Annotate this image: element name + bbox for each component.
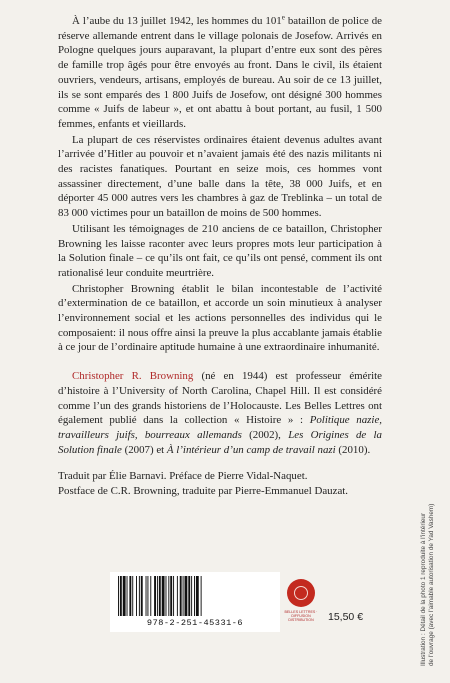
publisher-logo-icon xyxy=(287,579,315,607)
credit-line: Traduit par Élie Barnavi. Préface de Pierre Vidal-Naquet. xyxy=(58,470,308,483)
illustration-credit xyxy=(420,436,434,666)
barcode-icon xyxy=(116,576,274,616)
ordinal-superscript: e xyxy=(281,13,285,22)
caption-line: Illustration : Détail de la photo 1 reproduite à l’intérieur xyxy=(420,512,427,666)
book-title: Politique nazie, travailleurs juifs, bourreaux allemands xyxy=(58,414,383,441)
author-bio: Christopher R. Browning (né en 1944) est professeur émérite d’histoire à l’University of North Carolina, Chapel Hill. Il est considéré comme l’un des grands historiens de l’Holocauste. Les Belles Lettres ont également publié dans la collection « Histoire » : Politique nazie, travailleurs juifs, bourreaux allemands (2002), Les Origines de la Solution finale (2007) et À l’intérieur d’un camp de travail nazi (2010). xyxy=(58,370,383,456)
book-title: À l’intérieur d’un camp de travail nazi xyxy=(166,443,336,456)
blurb-paragraph-1: À l’aube du 13 juillet 1942, les hommes du 101e bataillon de police de réserve allemande entrent dans le village polonais de Josefow. Arrivés en Pologne quelques jours auparavant, la plupart d’entre eux sont des pères de famille trop âgés pour être envoyés au front. Dans le civil, ils étaient ouvriers, vendeurs, artisans, employés de bureau. Au soir de ce 13 juillet, ils se sont emparés des 1 800 Juifs de Josefow, ont désigné 300 hommes comme « Juifs de labeur », et ont abattu à bout portant, au fusil, 1 500 femmes, enfants et vieillards. xyxy=(58,13,382,130)
isbn-number: 978-2-251-45331-6 xyxy=(146,618,244,628)
credit-line: Postface de C.R. Browning, traduite par Pierre-Emmanuel Dauzat. xyxy=(58,485,349,498)
blurb-text xyxy=(58,14,382,499)
barcode-box xyxy=(110,572,280,632)
blurb-paragraph-3: Utilisant les témoignages de 210 anciens de ce bataillon, Christopher Browning les laisse raconter avec leurs propres mots leur participation à la Solution finale – ce qu’ils ont fait, ce qu’ils ont pensé, comment ils ont rationalisé leur conduite meurtrière. xyxy=(58,222,382,279)
price-label: 15,50 € xyxy=(328,611,364,623)
author-name: Christopher R. Browning xyxy=(72,370,194,383)
publisher-logo-caption: BELLES LETTRES · DIFFUSION DISTRIBUTION xyxy=(284,610,318,623)
blurb-paragraph-2: La plupart de ces réservistes ordinaires étaient devenus adultes avant l’arrivée d’Hitler au pouvoir et n’avaient jamais été des nazis militants ni des racistes fanatiques. Pourtant en seize mois, ces hommes vont assassiner directement, d’une balle dans la tête, 38 000 Juifs, et en déporter 45 000 autres vers les chambres à gaz de Treblinka – un total de 83 000 victimes pour un bataillon de moins de 500 hommes. xyxy=(58,133,382,220)
book-title: Les Origines de la Solution finale xyxy=(58,428,383,456)
blurb-paragraph-4: Christopher Browning établit le bilan incontestable de l’activité d’extermination de ce bataillon, et accorde un soin minutieux à analyser l’environnement social et les actions personnelles des individus qui le composaient: il nous offre ainsi la preuve la plus accablante jamais établie à ce jour de l’ordinaire aptitude humaine à une extraordinaire inhumanité. xyxy=(58,282,382,354)
translation-credits xyxy=(58,469,382,498)
caption-line: de l’ouvrage (avec l’aimable autorisation de Yad Vashem) xyxy=(427,503,435,666)
